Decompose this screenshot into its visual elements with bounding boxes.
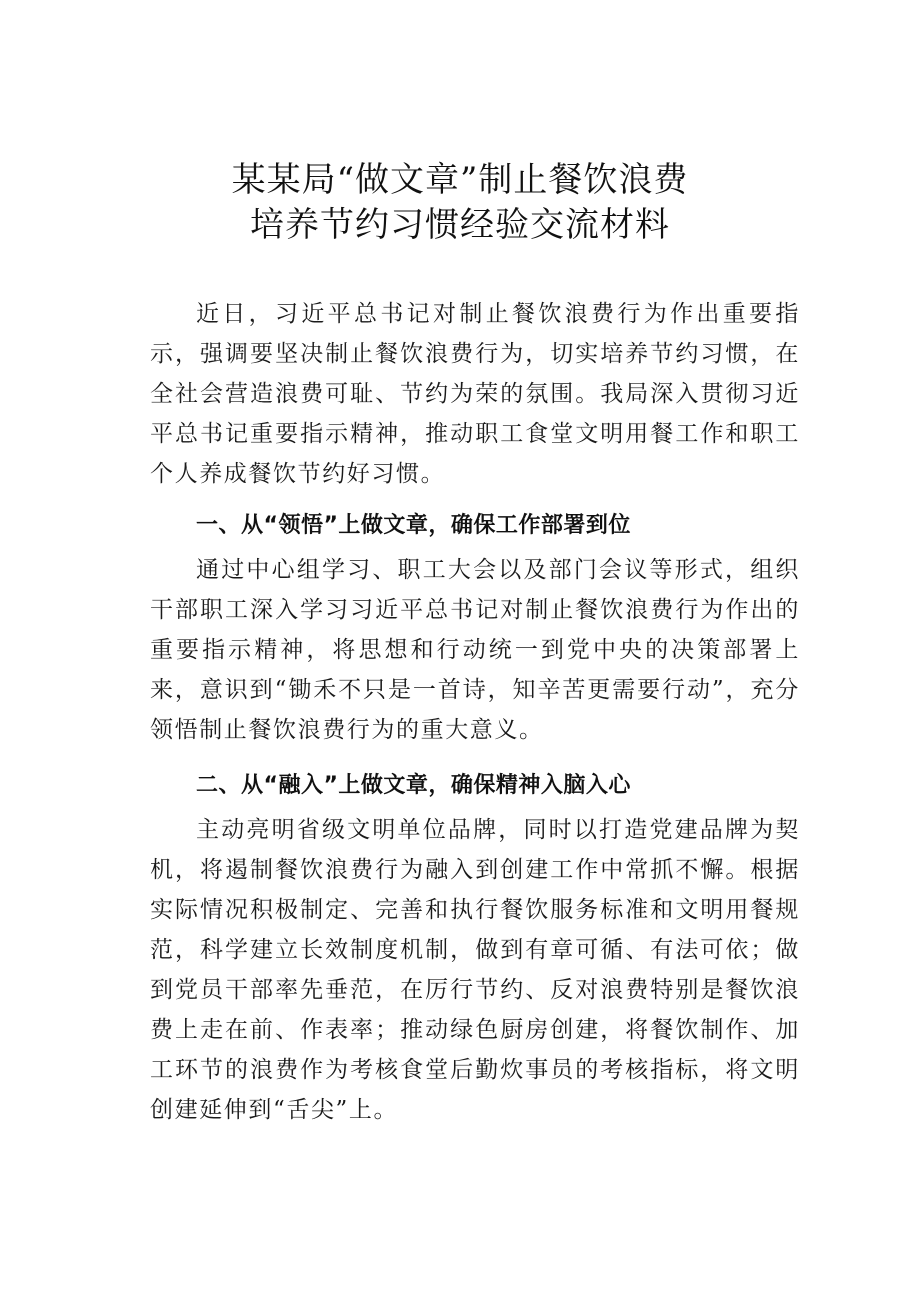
document-title-line-1: 某某局“做文章”制止餐饮浪费	[231, 160, 689, 200]
section-1-heading: 一、从“领悟”上做文章，确保工作部署到位	[196, 513, 631, 538]
document-title-line-2: 培养节约习惯经验交流材料	[250, 205, 670, 245]
intro-paragraph: 近日，习近平总书记对制止餐饮浪费行为作出重要指示，强调要坚决制止餐饮浪费行为，切实培养节约习惯，在全社会营造浪费可耻、节约为荣的氛围。我局深入贯彻习近平总书记重要指示精神，推动职工食堂文明用餐工作和职工个人养成餐饮节约好习惯。	[150, 301, 800, 487]
section-2-body: 主动亮明省级文明单位品牌，同时以打造党建品牌为契机，将遏制餐饮浪费行为融入到创建工作中常抓不懈。根据实际情况积极制定、完善和执行餐饮服务标准和文明用餐规范，科学建立长效制度机制，做到有章可循、有法可依；做到党员干部率先垂范，在厉行节约、反对浪费特别是餐饮浪费上走在前、作表率；推动绿色厨房创建，将餐饮制作、加工环节的浪费作为考核食堂后勤炊事员的考核指标，将文明创建延伸到“舌尖”上。	[150, 817, 800, 1123]
section-2-heading: 二、从“融入”上做文章，确保精神入脑入心	[196, 773, 631, 798]
section-1-body: 通过中心组学习、职工大会以及部门会议等形式，组织干部职工深入学习习近平总书记对制止餐饮浪费行为作出的重要指示精神，将思想和行动统一到党中央的决策部署上来，意识到“锄禾不只是一首诗，知辛苦更需要行动”，充分领悟制止餐饮浪费行为的重大意义。	[150, 557, 800, 743]
